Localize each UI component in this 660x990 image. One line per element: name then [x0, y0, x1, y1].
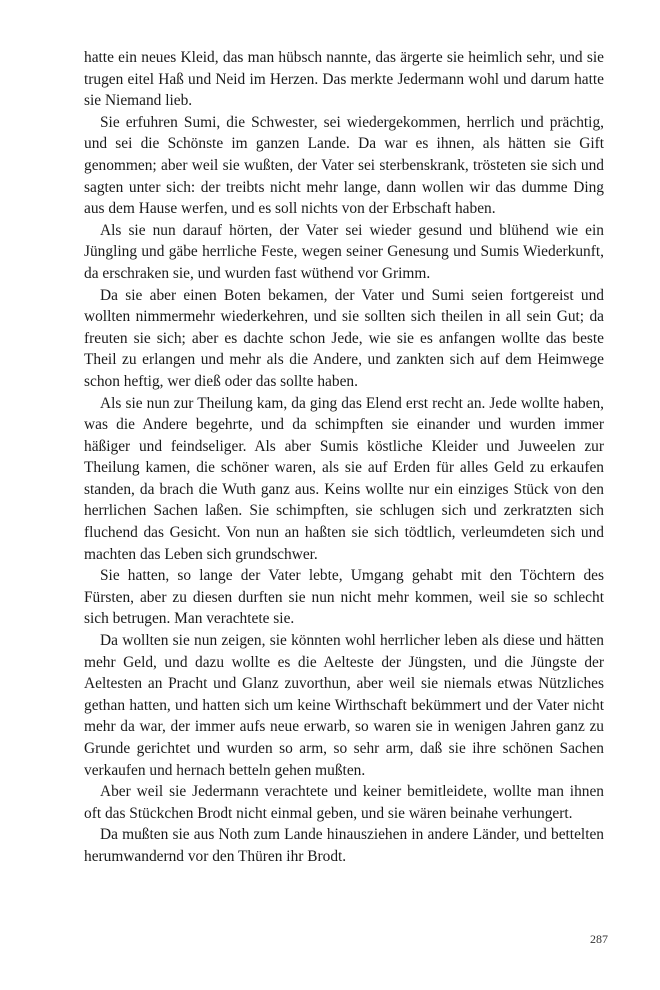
- paragraph-5: Als sie nun zur Theilung kam, da ging das Elend erst recht an. Jede wollte haben, was die Andere begehrte, und da schimpften sie einander und wurden immer häßiger und feindseliger. Als aber Sumis köstliche Kleider und Juweelen zur Theilung kamen, die schöner waren, als sie auf Erden für alles Geld zu erkaufen standen, da brach die Wuth ganz aus. Keins wollte nur ein einziges Stück von den herrlichen Sachen laßen. Sie schimpften, sie schlugen sich und zerkratzten sich fluchend das Gesicht. Von nun an haßten sie sich tödtlich, verleumdeten sich und machten das Leben sich grundschwer.: [84, 394, 604, 563]
- paragraph-1: hatte ein neues Kleid, das man hübsch nannte, das ärgerte sie heimlich sehr, und sie trugen eitel Haß und Neid im Herzen. Das merkte Jedermann wohl und darum hatte sie Niemand lieb.: [84, 49, 604, 110]
- paragraph-8: Aber weil sie Jedermann verachtete und keiner bemitleidete, wollte man ihnen oft das Stückchen Brodt nicht einmal geben, und sie wären beinahe verhungert.: [84, 783, 604, 822]
- paragraph-6: Sie hatten, so lange der Vater lebte, Umgang gehabt mit den Töchtern des Fürsten, aber zu diesen durften sie nun nicht mehr kommen, weil sie so schlecht sich betrugen. Man verachtete sie.: [84, 567, 604, 628]
- paragraph-4: Da sie aber einen Boten bekamen, der Vater und Sumi seien fortgereist und wollten nimmermehr wiederkehren, und sie sollten sich theilen in all sein Gut; da freuten sie sich; aber es dachte schon Jede, wie sie es anfangen wollte das beste Theil zu erlangen und mehr als die Andere, und zankten sich auf dem Heimwege schon heftig, wer dieß oder das sollte haben.: [84, 286, 604, 390]
- paragraph-3: Als sie nun darauf hörten, der Vater sei wieder gesund und blühend wie ein Jüngling und gäbe herrliche Feste, wegen seiner Genesung und Sumis Wiederkunft, da erschraken sie, und wurden fast wüthend vor Grimm.: [84, 221, 604, 282]
- paragraph-2: Sie erfuhren Sumi, die Schwester, sei wiedergekommen, herrlich und prächtig, und sei die Schönste im ganzen Lande. Da war es ihnen, als hätten sie Gift genommen; aber weil sie wußten, der Vater sei sterbenskrank, trösteten sie sich und sagten unter sich: der treibts nicht mehr lange, dann wollen wir das dumme Ding aus dem Hause werfen, und es soll nichts von der Erbschaft haben.: [84, 113, 604, 218]
- page-number: 287: [590, 932, 608, 946]
- paragraph-9: Da mußten sie aus Noth zum Lande hinausziehen in andere Länder, und bettelten herumwandernd vor den Thüren ihr Brodt.: [84, 826, 604, 865]
- body-text: [84, 47, 604, 868]
- paragraph-7: Da wollten sie nun zeigen, sie könnten wohl herrlicher leben als diese und hätten mehr Geld, und dazu wollte es die Aelteste der Jüngsten, und die Jüngste der Aeltesten an Pracht und Glanz zuvorthun, aber weil sie niemals etwas Nützliches gethan hatten, und hatten sich um keine Wirthschaft bekümmert und der Vater nicht mehr da war, der immer aufs neue erwarb, so waren sie in wenigen Jahren ganz zu Grunde gerichtet und wurden so arm, so sehr arm, daß sie ihre schönen Sachen verkaufen und hernach betteln gehen mußten.: [84, 632, 604, 779]
